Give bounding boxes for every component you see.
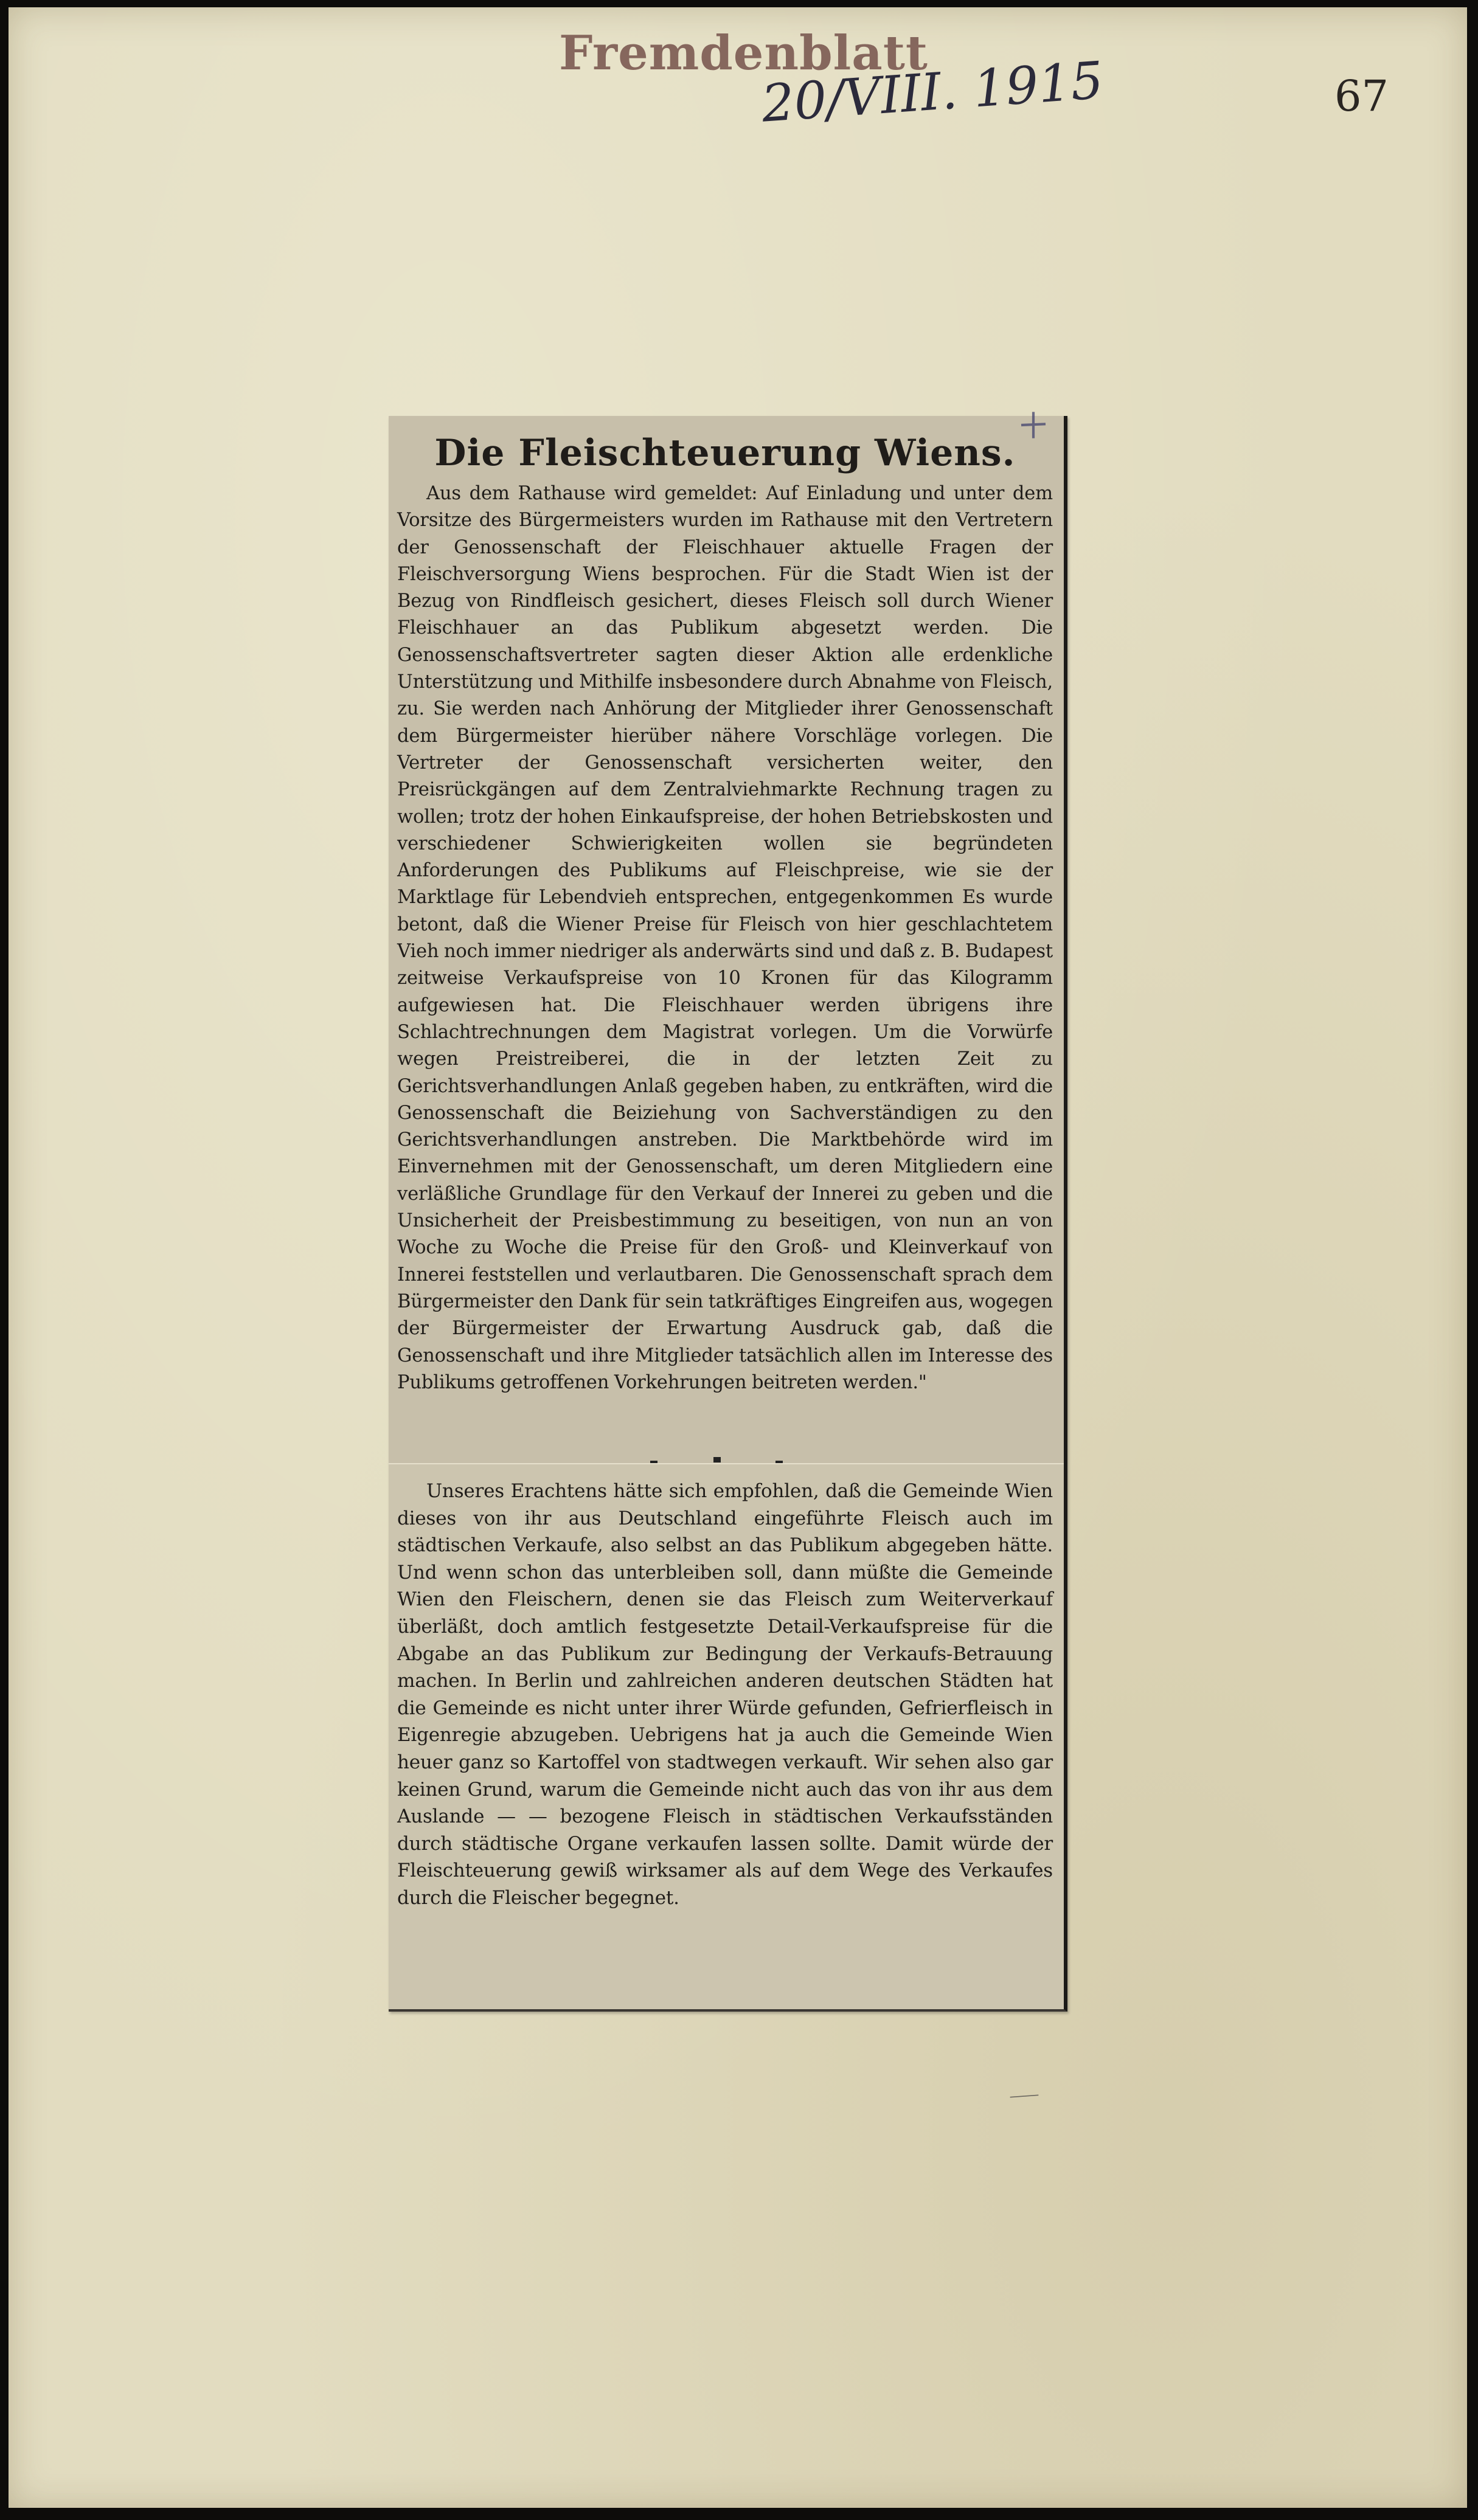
archive-sheet — [9, 7, 1467, 2508]
handwritten-date: 20/VIII. 1915 — [760, 50, 1106, 134]
newspaper-stamp: Fremdenblatt — [559, 26, 928, 81]
article-paragraph-1: Aus dem Rathause wird gemeldet: Auf Einladung und unter dem Vorsitze des Bürgermeisters wurden im Rathause mit den Vertretern der Genossenschaft der Fleischhauer aktuelle Fragen der Fleischversorgung Wiens besprochen. Für die Stadt Wien ist der Bezug von Rindfleisch gesichert, dieses Fleisch soll durch Wiener Fleischhauer an das Publikum abgesetzt werden. Die Genossenschaftsvertreter sagten dieser Aktion alle erdenkliche Unterstützung und Mithilfe insbesondere durch Abnahme von Fleisch, zu. Sie werden nach Anhörung der Mitglieder ihrer Genossenschaft dem Bürgermeister hierüber nähere Vorschläge vorlegen. Die Vertreter der Genossenschaft versicherten weiter, den Preisrückgängen auf dem Zentralviehmarkte Rechnung tragen zu wollen; trotz der hohen Einkaufspreise, der hohen Betriebskosten und verschiedener Schwierigkeiten wollen sie begründeten Anforderungen des Publikums auf Fleischpreise, wie sie der Marktlage für Lebendvieh entsprechen, entgegenkommen Es wurde betont, daß die Wiener Preise für Fleisch von hier geschlachtetem Vieh noch immer niedriger als anderwärts sind und daß z. B. Budapest zeitweise Verkaufspreise von 10 Kronen für das Kilogramm aufgewiesen hat. Die Fleischhauer werden übrigens ihre Schlachtrechnungen dem Magistrat vorlegen. Um die Vorwürfe wegen Preistreiberei, die in der letzten Zeit zu Gerichtsverhandlungen Anlaß gegeben haben, zu entkräften, wird die Genossenschaft die Beiziehung von Sachverständigen zu den Gerichtsverhandlungen anstreben. Die Marktbehörde wird im Einvernehmen mit der Genossenschaft, um deren Mitgliedern eine verläßliche Grundlage für den Verkauf der Innerei zu geben und die Unsicherheit der Preisbestimmung zu beseitigen, von nun an von Woche zu Woche die Preise für den Groß- und Kleinverkauf von Innerei feststellen und verlautbaren. Die Genossenschaft sprach dem Bürgermeister den Dank für sein tatkräftiges Eingreifen aus, wogegen der Bürgermeister der Erwartung Ausdruck gab, daß die Genossenschaft und ihre Mitglieder tatsächlich allen im Interesse des Publikums getroffenen Vorkehrungen beitreten werden." — [397, 483, 1053, 1393]
article-headline: Die Fleischteuerung Wiens. — [434, 432, 1016, 474]
newspaper-clipping — [389, 416, 1067, 2012]
pencil-mark — [1015, 410, 1052, 440]
page-number: 67 — [1334, 71, 1389, 121]
article-paragraph-2: Unseres Erachtens hätte sich empfohlen, daß die Gemeinde Wien dieses von ihr aus Deutschland eingeführte Fleisch auch im städtischen Verkaufe, also selbst an das Publikum abgegeben hätte. Und wenn schon das unterbleiben soll, dann müßte die Gemeinde Wien den Fleischern, denen sie das Fleisch zum Weiterverkauf überläßt, doch amtlich festgesetzte Detail-Verkaufspreise für die Abgabe an das Publikum zur Bedingung der Verkaufs-Betrauung machen. In Berlin und zahlreichen anderen deutschen Städten hat die Gemeinde es nicht unter ihrer Würde gefunden, Gefrierfleisch in Eigenregie abzugeben. Uebrigens hat ja auch die Gemeinde Wien heuer ganz so Kartoffel von stadtwegen verkauft. Wir sehen also gar keinen Grund, warum die Gemeinde nicht auch das von ihr aus dem Auslande — — bezogene Fleisch in städtischen Verkaufsständen durch städtische Organe verkaufen lassen sollte. Damit würde der Fleischteuerung gewiß wirksamer als auf dem Wege des Verkaufes durch die Fleischer begegnet. — [397, 1480, 1053, 1909]
clipping-part-1 — [389, 416, 1064, 1462]
clipping-part-2 — [389, 1463, 1064, 2009]
pencil-dash-mark — [1006, 2093, 1043, 2099]
